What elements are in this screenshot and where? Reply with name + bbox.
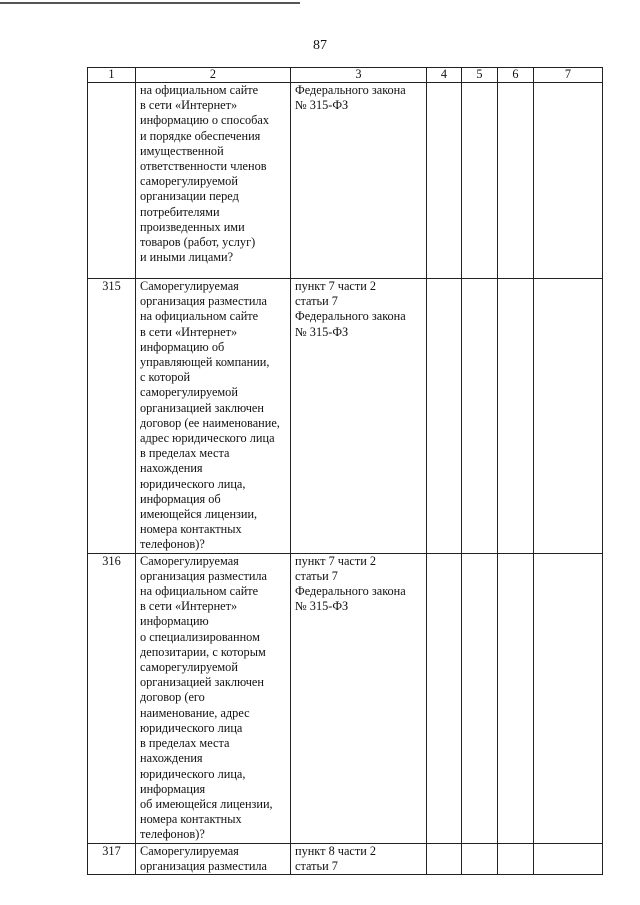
- text-line: информацию: [140, 614, 209, 629]
- text-line: нахождения: [140, 751, 203, 766]
- row-number: 316: [88, 553, 136, 843]
- question-text: [136, 843, 291, 874]
- text-line: саморегулируемой: [140, 385, 238, 400]
- text-line: в пределах места: [140, 446, 230, 461]
- text-line: в пределах места: [140, 736, 230, 751]
- text-line: юридического лица,: [140, 766, 246, 781]
- header-cell-5: 5: [462, 68, 498, 83]
- answer-cell-7: [534, 843, 603, 874]
- text-line: на официальном сайте: [140, 584, 259, 599]
- answer-cell-5: [462, 553, 498, 843]
- text-line: статьи 7: [295, 568, 338, 583]
- header-cell-1: 1: [88, 68, 136, 83]
- text-line: ответственности членов: [140, 159, 267, 174]
- table-row: [88, 553, 603, 843]
- answer-cell-4: [427, 843, 462, 874]
- text-line: информация: [140, 781, 206, 796]
- text-line: с которой: [140, 370, 191, 385]
- answer-cell-7: [534, 553, 603, 843]
- legal-reference: [291, 553, 427, 843]
- text-line: Федерального закона: [295, 83, 406, 97]
- table-row: [88, 279, 603, 554]
- text-line: в сети «Интернет»: [140, 98, 238, 113]
- answer-cell-4: [427, 553, 462, 843]
- question-text: [136, 553, 291, 843]
- answer-cell-5: [462, 843, 498, 874]
- text-line: управляющей компании,: [140, 355, 270, 370]
- text-line: на официальном сайте: [140, 309, 259, 324]
- answer-cell-5: [462, 279, 498, 554]
- legal-reference: [291, 83, 427, 279]
- header-cell-3: 3: [291, 68, 427, 83]
- text-line: Саморегулируемая: [140, 843, 239, 858]
- text-line: № 315-ФЗ: [295, 599, 349, 614]
- text-line: пункт 7 части 2: [295, 279, 377, 293]
- answer-cell-4: [427, 279, 462, 554]
- text-line: организации перед: [140, 189, 239, 204]
- text-line: товаров (работ, услуг): [140, 235, 256, 250]
- text-line: произведенных ими: [140, 219, 245, 234]
- text-line: Саморегулируемая: [140, 553, 239, 568]
- text-line: юридического лица,: [140, 476, 246, 491]
- text-line: адрес юридического лица: [140, 431, 275, 446]
- answer-cell-6: [498, 279, 534, 554]
- answer-cell-6: [498, 83, 534, 279]
- text-line: и иными лицами?: [140, 250, 234, 265]
- header-cell-2: 2: [136, 68, 291, 83]
- row-number: [88, 83, 136, 279]
- text-line: о специализированном: [140, 629, 260, 644]
- text-line: информацию о способах: [140, 113, 270, 128]
- text-line: на официальном сайте: [140, 83, 259, 97]
- text-line: номера контактных: [140, 812, 242, 827]
- text-line: юридического лица: [140, 720, 243, 735]
- table-row: [88, 843, 603, 874]
- header-cell-7: 7: [534, 68, 603, 83]
- text-line: организация разместила: [140, 294, 268, 309]
- text-line: статьи 7: [295, 294, 338, 309]
- header-cell-4: 4: [427, 68, 462, 83]
- text-line: Саморегулируемая: [140, 279, 239, 293]
- top-rule: [0, 2, 300, 4]
- text-line: саморегулируемой: [140, 174, 238, 189]
- text-line: договор (ее наименование,: [140, 415, 280, 430]
- answer-cell-7: [534, 83, 603, 279]
- text-line: пункт 7 части 2: [295, 553, 377, 568]
- text-line: договор (его: [140, 690, 205, 705]
- text-line: организацией заключен: [140, 675, 264, 690]
- text-line: пункт 8 части 2: [295, 843, 377, 858]
- text-line: информация об: [140, 491, 221, 506]
- question-text: [136, 83, 291, 279]
- text-line: телефонов)?: [140, 827, 205, 842]
- text-line: телефонов)?: [140, 537, 205, 552]
- text-line: Федерального закона: [295, 309, 406, 324]
- text-line: и порядке обеспечения: [140, 128, 261, 143]
- text-line: Федерального закона: [295, 584, 406, 599]
- text-line: имеющейся лицензии,: [140, 507, 258, 522]
- answer-cell-5: [462, 83, 498, 279]
- question-text: [136, 279, 291, 554]
- text-line: № 315-ФЗ: [295, 324, 349, 339]
- text-line: об имеющейся лицензии,: [140, 796, 273, 811]
- legal-reference: [291, 279, 427, 554]
- text-line: № 315-ФЗ: [295, 98, 349, 113]
- text-line: саморегулируемой: [140, 660, 238, 675]
- text-line: наименование, адрес: [140, 705, 250, 720]
- checklist-table: [87, 67, 603, 875]
- row-number: 315: [88, 279, 136, 554]
- text-line: депозитарии, с которым: [140, 644, 266, 659]
- answer-cell-6: [498, 843, 534, 874]
- text-line: нахождения: [140, 461, 203, 476]
- answer-cell-7: [534, 279, 603, 554]
- page-number: 87: [313, 38, 327, 53]
- header-cell-6: 6: [498, 68, 534, 83]
- text-line: потребителями: [140, 204, 220, 219]
- text-line: информацию об: [140, 339, 225, 354]
- text-line: статьи 7: [295, 858, 338, 873]
- text-line: организация разместила: [140, 568, 268, 583]
- text-line: имущественной: [140, 143, 224, 158]
- text-line: в сети «Интернет»: [140, 599, 238, 614]
- answer-cell-4: [427, 83, 462, 279]
- legal-reference: [291, 843, 427, 874]
- answer-cell-6: [498, 553, 534, 843]
- text-line: организация разместила: [140, 858, 268, 873]
- text-line: организацией заключен: [140, 400, 264, 415]
- table-row: [88, 83, 603, 279]
- table-header-row: [88, 68, 603, 83]
- text-line: в сети «Интернет»: [140, 324, 238, 339]
- text-line: номера контактных: [140, 522, 242, 537]
- row-number: 317: [88, 843, 136, 874]
